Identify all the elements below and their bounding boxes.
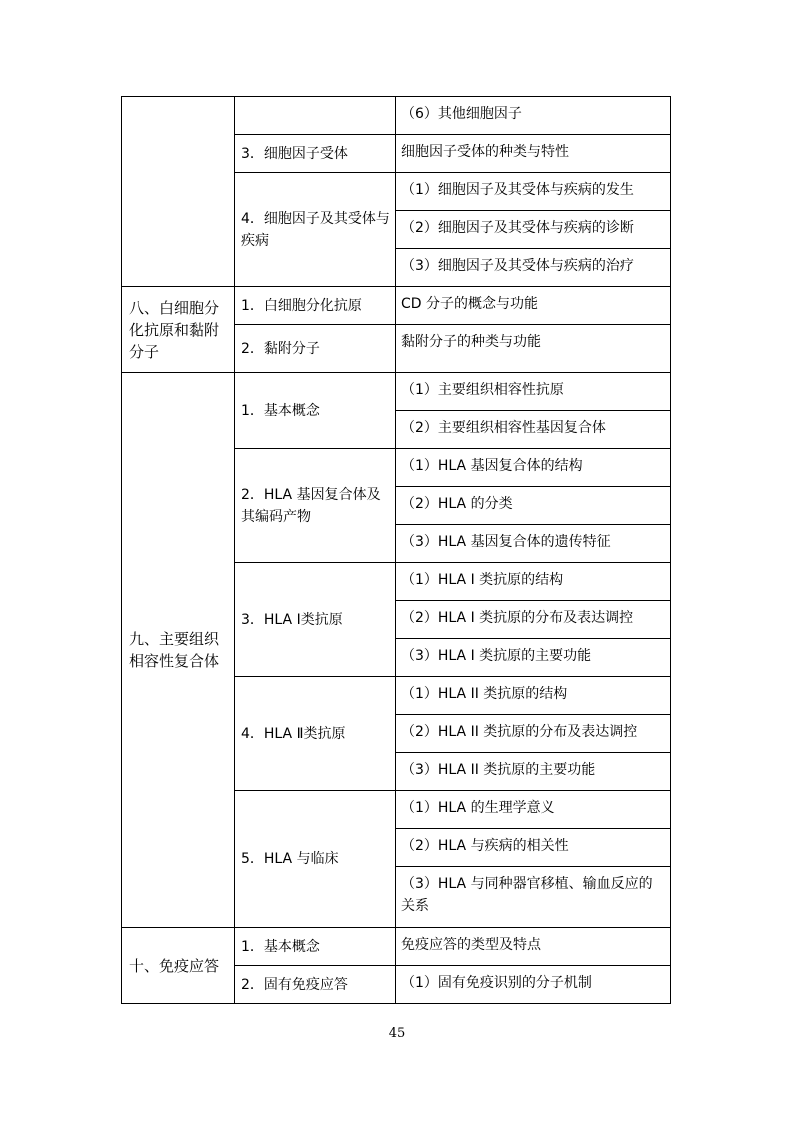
table-row <box>122 928 671 966</box>
table-row <box>122 287 671 325</box>
item-cell: （1）细胞因子及其受体与疾病的发生 <box>396 173 671 211</box>
item-cell: CD 分子的概念与功能 <box>396 287 671 325</box>
topic-cell: 3．HLA I类抗原 <box>235 563 396 677</box>
item-cell: （2）HLA 与疾病的相关性 <box>396 829 671 867</box>
topic-cell: 1．基本概念 <box>235 928 396 966</box>
item-cell: 细胞因子受体的种类与特性 <box>396 135 671 173</box>
topic-cell: 2．黏附分子 <box>235 325 396 373</box>
item-cell: （2）主要组织相容性基因复合体 <box>396 411 671 449</box>
topic-cell: 4．HLA Ⅱ类抗原 <box>235 677 396 791</box>
item-cell: 黏附分子的种类与功能 <box>396 325 671 373</box>
item-cell: （1）固有免疫识别的分子机制 <box>396 966 671 1004</box>
item-cell: （1）HLA I 类抗原的结构 <box>396 563 671 601</box>
table-row <box>122 97 671 135</box>
item-cell: （1）HLA 的生理学意义 <box>396 791 671 829</box>
item-cell: （2）细胞因子及其受体与疾病的诊断 <box>396 211 671 249</box>
topic-cell: 3．细胞因子受体 <box>235 135 396 173</box>
item-cell: （3）HLA II 类抗原的主要功能 <box>396 753 671 791</box>
topic-cell: 1．基本概念 <box>235 373 396 449</box>
item-cell: （6）其他细胞因子 <box>396 97 671 135</box>
topic-cell <box>235 97 396 135</box>
topic-cell: 2．固有免疫应答 <box>235 966 396 1004</box>
item-cell: （3）细胞因子及其受体与疾病的治疗 <box>396 249 671 287</box>
item-cell: （3）HLA I 类抗原的主要功能 <box>396 639 671 677</box>
topic-cell: 2．HLA 基因复合体及其编码产物 <box>235 449 396 563</box>
topic-cell: 1．白细胞分化抗原 <box>235 287 396 325</box>
item-cell: 免疫应答的类型及特点 <box>396 928 671 966</box>
item-cell: （2）HLA II 类抗原的分布及表达调控 <box>396 715 671 753</box>
chapter-cell <box>122 97 235 287</box>
syllabus-table <box>121 96 671 1004</box>
item-cell: （2）HLA I 类抗原的分布及表达调控 <box>396 601 671 639</box>
topic-cell: 5．HLA 与临床 <box>235 791 396 928</box>
item-cell: （1）主要组织相容性抗原 <box>396 373 671 411</box>
page-number: 45 <box>388 1026 406 1041</box>
topic-cell: 4．细胞因子及其受体与疾病 <box>235 173 396 287</box>
item-cell: （3）HLA 基因复合体的遗传特征 <box>396 525 671 563</box>
table-row <box>122 373 671 411</box>
chapter-cell: 十、免疫应答 <box>122 928 235 1004</box>
item-cell: （3）HLA 与同种器官移植、输血反应的关系 <box>396 867 671 928</box>
item-cell: （1）HLA 基因复合体的结构 <box>396 449 671 487</box>
item-cell: （2）HLA 的分类 <box>396 487 671 525</box>
chapter-cell: 八、白细胞分化抗原和黏附分子 <box>122 287 235 373</box>
chapter-cell: 九、主要组织相容性复合体 <box>122 373 235 928</box>
item-cell: （1）HLA II 类抗原的结构 <box>396 677 671 715</box>
